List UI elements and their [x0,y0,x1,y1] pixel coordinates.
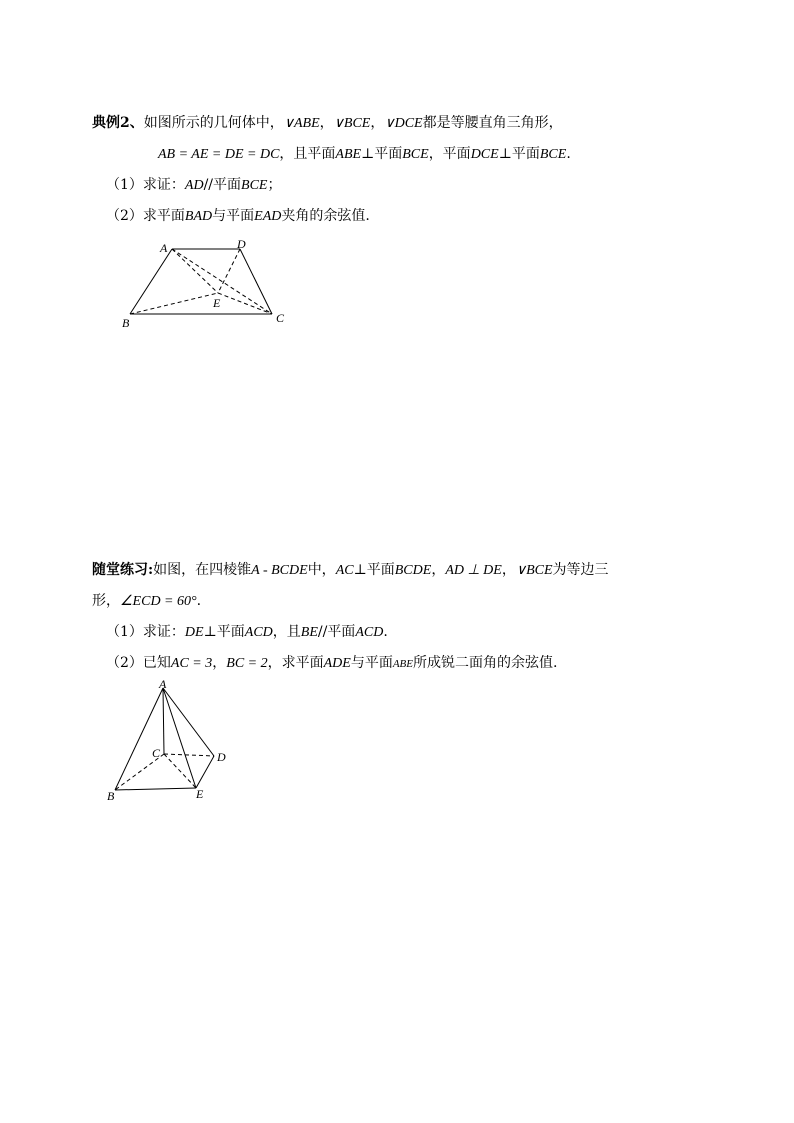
practice-line1 [92,561,609,580]
text: 如图，在四棱锥 [153,562,252,578]
text: ⊥ [361,146,375,162]
math: ACD [355,625,384,640]
edge-de [218,249,240,293]
label-a: A [159,678,167,691]
text: ， [501,562,516,578]
label-d: D [217,750,226,764]
text: // [317,624,328,640]
label-b: B [122,316,130,330]
text: 为等边三 [552,562,609,578]
edge-ad [163,688,214,756]
text: 都是等腰直角三角形， [422,115,563,131]
math: AC [335,563,354,578]
text: 平面 [366,562,395,578]
text: （1）求证： [106,624,185,640]
math: ADE [323,656,351,671]
text: 与平面 [212,208,255,224]
math: ∨DCE [384,116,423,131]
example2-line1 [92,114,563,133]
label-e: E [213,296,221,310]
edge-ae [163,688,196,788]
text: ； [267,177,282,193]
text: 平面 [327,624,356,640]
math: DE [184,625,204,640]
label-e: E [196,787,204,801]
text: ，且 [272,624,301,640]
edge-cd [164,754,214,756]
math: ABE [392,658,413,670]
math: ACD [244,625,273,640]
text: ， [212,655,227,671]
math: BAD [184,209,213,224]
text: （1）求证： [106,177,185,193]
text: // [203,177,214,193]
math: BE [300,625,318,640]
practice-label: 随堂练习: [92,562,154,578]
practice-question2 [106,654,557,673]
math: ∠ECD = 60° [120,594,197,609]
label-d: D [237,237,246,251]
example2-question1 [106,176,281,195]
text: . [383,624,388,640]
text: 如图所示的几何体中， [143,115,284,131]
math: ABE [335,147,362,162]
text: （2）已知 [106,655,171,671]
practice-question1 [106,623,388,642]
edge-ac [172,249,272,314]
math: ∨BCE [515,563,553,578]
edge-ed [196,756,214,788]
text: （2）求平面 [106,208,185,224]
example2-label: 典例2、 [92,115,144,131]
label-c: C [152,746,161,760]
text: 平面 [216,624,245,640]
text: 平面 [511,146,540,162]
math: AB = AE = DE = DC [158,147,280,162]
math: BC = 2 [226,656,268,671]
edge-ab [130,249,172,314]
text: ， [319,115,334,131]
text: . [566,146,571,162]
math: AD [184,178,204,193]
edge-ab [115,688,163,790]
text: ， [370,115,385,131]
text: 平面 [213,177,242,193]
math: DCE [470,147,499,162]
math: BCE [539,147,567,162]
text: 夹角的余弦值. [281,208,370,224]
text: ，且平面 [279,146,336,162]
label-c: C [276,311,285,325]
label-a: A [160,241,168,255]
math: AD ⊥ DE [445,563,502,578]
text: 所成锐二面角的余弦值. [413,655,558,671]
text: ⊥ [498,146,512,162]
text: ，求平面 [267,655,324,671]
example2-figure [110,235,310,335]
text: ， [431,562,446,578]
edge-be [115,788,196,790]
text: 平面 [374,146,403,162]
math: EAD [254,209,282,224]
math: ∨BCE [333,116,371,131]
edge-be [130,293,218,314]
edge-ce [164,754,196,788]
text: 与平面 [350,655,393,671]
edge-ac [163,688,164,754]
text: 中， [307,562,336,578]
practice-line2 [92,592,201,611]
text: 形， [92,593,120,609]
math: BCDE [394,563,432,578]
label-b: B [107,789,115,803]
math: BCE [241,178,268,193]
practice-figure [100,678,240,808]
edge-ae [172,249,218,293]
text: ⊥ [353,562,367,578]
text: ，平面 [428,146,471,162]
example2-question2 [106,207,370,226]
math: ∨ABE [283,116,320,131]
math: BCE [402,147,429,162]
edge-dc [240,249,272,314]
text: ⊥ [203,624,217,640]
example2-line2 [158,145,571,164]
math: A - BCDE [251,563,308,578]
text: . [196,593,202,609]
math: AC = 3 [170,656,213,671]
